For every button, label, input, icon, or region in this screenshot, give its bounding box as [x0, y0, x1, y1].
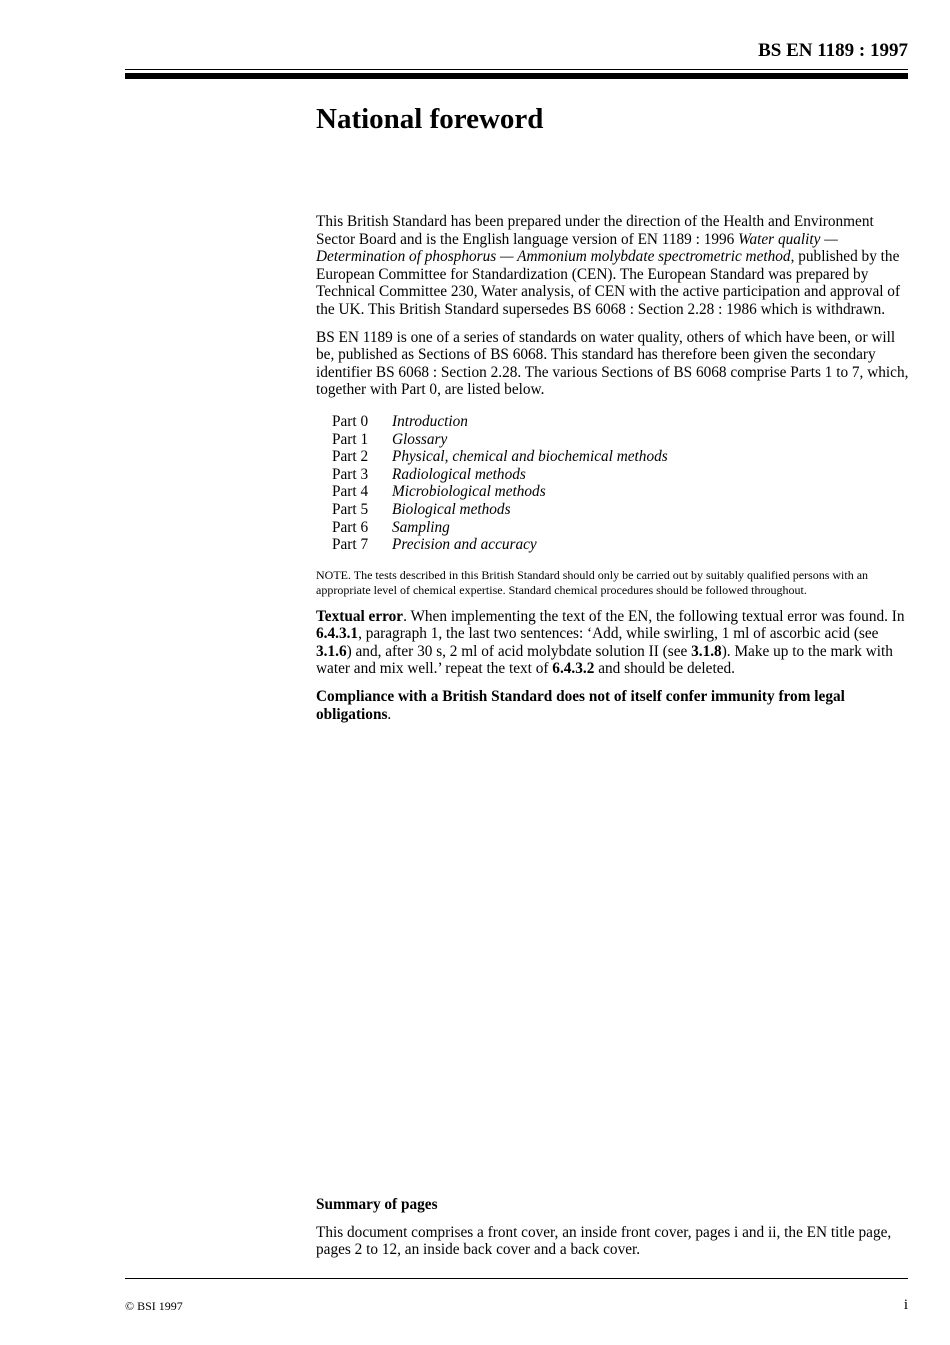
part-number: Part 7 — [332, 536, 369, 554]
part-number: Part 0 — [332, 412, 369, 430]
part-number: Part 1 — [332, 430, 369, 448]
compliance-text: Compliance with a British Standard does not of itself confer immunity from legal obligations — [316, 688, 845, 723]
error-text: , paragraph 1, the last two sentences: ‘Add, while swirling, 1 ml of ascorbic acid (see — [358, 625, 879, 643]
part-title: Physical, chemical and biochemical methods — [392, 448, 668, 466]
list-item — [332, 519, 909, 537]
header-rule-thick — [125, 73, 908, 79]
part-title: Microbiological methods — [392, 483, 546, 501]
list-item — [332, 413, 909, 431]
part-title: Precision and accuracy — [392, 536, 537, 554]
textual-error-paragraph — [316, 608, 909, 678]
list-item — [332, 501, 909, 519]
parts-list — [332, 413, 909, 554]
error-text: ) and, after 30 s, 2 ml of acid molybdate solution II (see — [346, 642, 692, 660]
summary-text: This document comprises a front cover, an inside front cover, pages i and ii, the EN title page, pages 2 to 12, an inside back cover and a back cover. — [316, 1223, 892, 1259]
part-number: Part 3 — [332, 465, 369, 483]
clause-reference: 3.1.6 — [316, 642, 347, 660]
page-number: i — [903, 1297, 908, 1313]
list-item — [332, 536, 909, 554]
part-title: Biological methods — [392, 500, 511, 518]
part-number: Part 6 — [332, 518, 369, 536]
list-item — [332, 448, 909, 466]
part-title: Radiological methods — [392, 465, 526, 483]
textual-error-heading: Textual error — [316, 607, 404, 625]
list-item — [332, 483, 909, 501]
copyright: © BSI 1997 — [125, 1299, 183, 1313]
part-title: Introduction — [392, 412, 468, 430]
page-title: National foreword — [316, 103, 544, 135]
summary-of-pages — [316, 1196, 909, 1259]
compliance-period: . — [387, 705, 392, 723]
footer-rule — [125, 1278, 908, 1279]
intro-text-a: This British Standard has been prepared under the direction of the Health and Environment Sector Board and is the English language version of EN 1189 : 1996 — [316, 213, 874, 248]
list-item — [332, 431, 909, 449]
error-text: and should be deleted. — [594, 660, 735, 678]
safety-note: NOTE. The tests described in this British Standard should only be carried out by suitably qualified persons with an appropriate level of chemical expertise. Standard chemical procedures should be followed throughout. — [316, 567, 869, 597]
document-id: BS EN 1189 : 1997 — [758, 40, 908, 61]
part-title: Glossary — [392, 430, 448, 448]
error-text: . When implementing the text of the EN, the following textual error was found. In — [403, 607, 905, 625]
clause-reference: 6.4.3.2 — [552, 660, 595, 678]
standard-title: Water quality — Determination of phosphorus — Ammonium molybdate spectrometric method — [316, 230, 838, 266]
error-text: ). Make up to the mark with water and mix well.’ repeat the text of — [316, 642, 893, 678]
main-body — [316, 213, 909, 733]
clause-reference: 3.1.8 — [691, 642, 722, 660]
part-number: Part 5 — [332, 500, 369, 518]
compliance-statement — [316, 688, 909, 723]
intro-text-b: , published by the European Committee for Standardization (CEN). The European Standard was prepared by Technical Committee 230, Water analysis, of CEN with the active participation and approval of the UK. This British Standard supersedes BS 6068 : Section 2.28 : 1986 which is withdrawn. — [316, 248, 901, 318]
part-number: Part 2 — [332, 448, 369, 466]
summary-heading: Summary of pages — [316, 1196, 438, 1213]
intro-paragraph-2: BS EN 1189 is one of a series of standards on water quality, others of which have been, or will be, published as Sections of BS 6068. This standard has therefore been given the secondary identifier BS 6068 : Section 2.28. The various Sections of BS 6068 comprise Parts 1 to 7, which, together with Part 0, are listed below. — [316, 328, 909, 399]
clause-reference: 6.4.3.1 — [316, 625, 359, 643]
part-title: Sampling — [392, 518, 450, 536]
part-number: Part 4 — [332, 483, 369, 501]
list-item — [332, 466, 909, 484]
header-rule-thin — [125, 69, 908, 70]
intro-paragraph-1 — [316, 213, 909, 319]
